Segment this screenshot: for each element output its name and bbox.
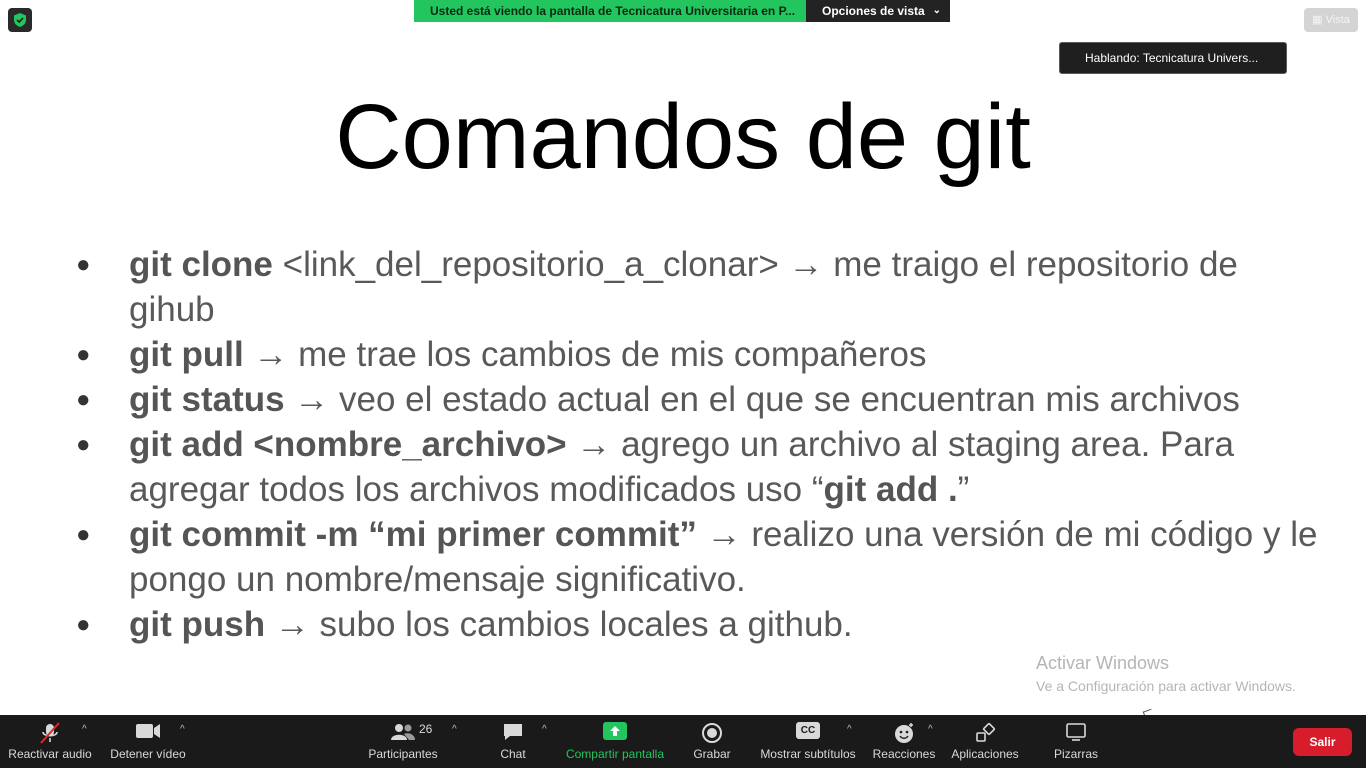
sharing-notice: Usted está viendo la pantalla de Tecnicatura Universitaria en P...: [414, 0, 806, 22]
unmute-audio-label: Reactivar audio: [8, 747, 92, 761]
record-icon: [701, 722, 723, 744]
chat-button[interactable]: [490, 715, 536, 768]
bullet-icon: ●: [76, 521, 91, 548]
command-name: git push: [129, 605, 266, 644]
command-name-inline: git add .: [823, 470, 958, 509]
meeting-toolbar: [0, 715, 1366, 768]
apps-button[interactable]: [948, 715, 1022, 768]
list-item: [72, 512, 1322, 602]
active-speaker-label: Hablando: Tecnicatura Univers...: [1059, 42, 1287, 74]
view-options-button[interactable]: [806, 0, 950, 22]
slide-title: Comandos de git: [335, 86, 1031, 188]
reactions-caret-icon[interactable]: ^: [928, 724, 933, 735]
list-item: [72, 422, 1322, 512]
whiteboard-icon: [1065, 722, 1087, 742]
list-item: [72, 242, 1322, 332]
share-screen-label: Compartir pantalla: [565, 747, 665, 761]
video-options-caret-icon[interactable]: ^: [180, 724, 185, 735]
view-button-label: Vista: [1325, 14, 1350, 26]
view-button[interactable]: [1304, 8, 1358, 32]
closing-quote: ”: [957, 470, 970, 509]
bullet-icon: ●: [76, 431, 91, 458]
chat-bubble-icon: [502, 722, 524, 742]
video-camera-icon: [135, 722, 161, 740]
bullet-icon: ●: [76, 611, 91, 638]
participants-icon: [390, 722, 416, 742]
participants-caret-icon[interactable]: ^: [452, 724, 457, 735]
watermark-subtitle: Ve a Configuración para activar Windows.: [1036, 678, 1296, 694]
command-name: git clone: [129, 245, 273, 284]
reactions-button[interactable]: [870, 715, 938, 768]
show-captions-label: Mostrar subtítulos: [760, 747, 856, 761]
apps-icon: [974, 722, 996, 744]
command-description: → realizo una versión de mi código y le pongo un nombre/mensaje significativo.: [129, 515, 1318, 599]
chat-caret-icon[interactable]: ^: [542, 724, 547, 735]
participants-label: Participantes: [368, 747, 438, 761]
bullet-icon: ●: [76, 341, 91, 368]
whiteboards-label: Pizarras: [1053, 747, 1098, 761]
participants-button[interactable]: [364, 715, 442, 768]
command-description: → me trae los cambios de mis compañeros: [243, 335, 927, 374]
command-name: git commit -m “mi primer commit”: [129, 515, 697, 554]
command-description: → subo los cambios locales a github.: [265, 605, 853, 644]
view-options-label: Opciones de vista: [822, 4, 925, 18]
grid-icon: ▦: [1312, 14, 1323, 26]
smiley-icon: [893, 722, 915, 744]
record-label: Grabar: [693, 747, 731, 761]
whiteboards-button[interactable]: [1050, 715, 1102, 768]
apps-label: Aplicaciones: [951, 747, 1019, 761]
show-captions-button[interactable]: [756, 715, 860, 768]
watermark-title: Activar Windows: [1036, 653, 1170, 673]
bullet-icon: ●: [76, 251, 91, 278]
command-list: [72, 242, 1322, 647]
reactions-label: Reacciones: [872, 747, 936, 761]
audio-options-caret-icon[interactable]: ^: [82, 724, 87, 735]
chat-label: Chat: [500, 747, 526, 761]
bullet-icon: ●: [76, 386, 91, 413]
windows-activation-watermark: [1036, 652, 1296, 698]
unmute-audio-button[interactable]: [4, 715, 96, 768]
command-name: git pull: [129, 335, 244, 374]
chevron-down-icon: ⌄: [932, 5, 941, 16]
share-screen-icon: [603, 722, 627, 740]
command-description: → veo el estado actual en el que se encuentran mis archivos: [284, 380, 1240, 419]
record-button[interactable]: [688, 715, 736, 768]
security-shield-icon[interactable]: [8, 8, 32, 32]
participant-count: 26: [419, 722, 433, 736]
muted-microphone-icon: [39, 722, 61, 744]
command-name: git add <nombre_archivo>: [129, 425, 567, 464]
stop-video-label: Detener vídeo: [110, 747, 186, 761]
command-name: git status: [129, 380, 285, 419]
list-item: [72, 332, 1322, 377]
list-item: [72, 377, 1322, 422]
captions-caret-icon[interactable]: ^: [847, 724, 852, 735]
command-description: → agrego un archivo al staging area. Para agregar todos los archivos modificados uso “: [129, 425, 1234, 509]
captions-icon: CC: [796, 722, 820, 739]
command-description: <link_del_repositorio_a_clonar> → me traigo el repositorio de gihub: [129, 245, 1238, 329]
share-screen-button[interactable]: [562, 715, 668, 768]
stop-video-button[interactable]: [106, 715, 190, 768]
screen-share-banner: [414, 0, 950, 22]
leave-meeting-button[interactable]: Salir: [1293, 728, 1352, 756]
list-item: [72, 602, 1322, 647]
